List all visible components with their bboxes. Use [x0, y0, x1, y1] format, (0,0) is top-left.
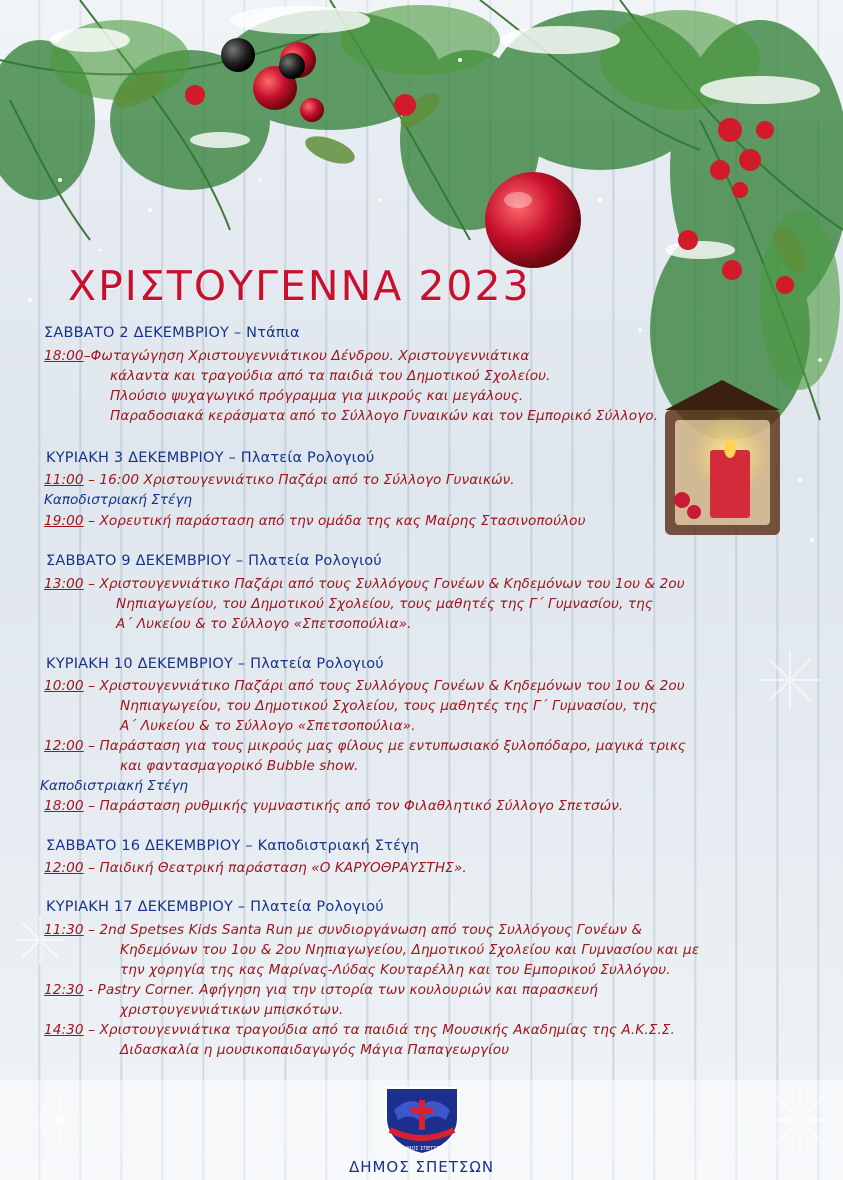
event-line: κάλαντα και τραγούδια από τα παιδιά του Δημοτικού Σχολείου. [110, 368, 551, 384]
event-line: 13:00 – Χριστουγεννιάτικο Παζάρι από τους Συλλόγους Γονέων & Κηδεμόνων του 1ου & 2ου [44, 576, 685, 592]
event-line: 12:30 - Pastry Corner. Αφήγηση για την ιστορία των κουλουριών και παρασκευή [44, 982, 598, 998]
day-heading: ΚΥΡΙΑΚΗ 10 ΔΕΚΕΜΒΡΙΟΥ – Πλατεία Ρολογιού [46, 656, 384, 672]
event-line: Κηδεμόνων του 1ου & 2ου Νηπιαγωγείου, Δημοτικού Σχολείου και Γυμνασίου και με [120, 942, 700, 958]
event-line: 11:00 – 16:00 Χριστουγεννιάτικο Παζάρι από το Σύλλογο Γυναικών. [44, 472, 515, 488]
event-time: 13:00 [44, 576, 84, 592]
day-heading: ΚΥΡΙΑΚΗ 17 ΔΕΚΕΜΒΡΙΟΥ – Πλατεία Ρολογιού [46, 899, 384, 915]
event-time: 18:00 [44, 798, 84, 814]
event-time: 12:30 [44, 982, 84, 998]
event-line: Πλούσιο ψυχαγωγικό πρόγραμμα για μικρούς και μεγάλους. [110, 388, 524, 404]
event-line: Παραδοσιακά κεράσματα από το Σύλλογο Γυναικών και τον Εμπορικό Σύλλογο. [110, 408, 659, 424]
event-time: 10:00 [44, 678, 84, 694]
event-time: 12:00 [44, 860, 84, 876]
event-time: 11:30 [44, 922, 84, 938]
event-line: 18:00–Φωταγώγηση Χριστουγεννιάτικου Δένδρου. Χριστουγεννιάτικα [44, 348, 530, 364]
event-time: 19:00 [44, 513, 84, 529]
footer-municipality: ΔΗΜΟΣ ΣΠΕΤΣΩΝ [348, 1158, 495, 1176]
event-line: Α΄ Λυκείου & το Σύλλογο «Σπετσοπούλια». [120, 718, 416, 734]
lantern [665, 380, 780, 535]
event-time: 11:00 [44, 472, 84, 488]
venue-label: Καποδιστριακή Στέγη [44, 492, 193, 508]
event-line: 18:00 – Παράσταση ρυθμικής γυμναστικής από τον Φιλαθλητικό Σύλλογο Σπετσών. [44, 798, 624, 814]
event-line: 11:30 – 2nd Spetses Kids Santa Run με συνδιοργάνωση από τους Συλλόγους Γονέων & [44, 922, 643, 938]
event-line: 12:00 – Παιδική Θεατρική παράσταση «Ο ΚΑΡΥΟΘΡΑΥΣΤΗΣ». [44, 860, 467, 876]
event-line: Α΄ Λυκείου & το Σύλλογο «Σπετσοπούλια». [116, 616, 412, 632]
day-heading: ΣΑΒΒΑΤΟ 9 ΔΕΚΕΜΒΡΙΟΥ – Πλατεία Ρολογιού [46, 553, 382, 569]
event-line: 19:00 – Χορευτική παράσταση από την ομάδα της κας Μαίρης Στασινοπούλου [44, 513, 586, 529]
poster-title: ΧΡΙΣΤΟΥΓΕΝΝΑ 2023 [68, 262, 531, 310]
event-line: 10:00 – Χριστουγεννιάτικο Παζάρι από τους Συλλόγους Γονέων & Κηδεμόνων του 1ου & 2ου [44, 678, 685, 694]
event-line: και φαντασμαγορικό Bubble show. [120, 758, 359, 774]
event-line: την χορηγία της κας Μαρίνας-Λύδας Κουταρέλλη και του Εμπορικού Συλλόγου. [120, 962, 671, 978]
day-heading: ΚΥΡΙΑΚΗ 3 ΔΕΚΕΜΒΡΙΟΥ – Πλατεία Ρολογιού [46, 450, 375, 466]
venue-label: Καποδιστριακή Στέγη [40, 778, 189, 794]
svg-text:ΔΗΜΟΣ ΣΠΕΤΣΩΝ: ΔΗΜΟΣ ΣΠΕΤΣΩΝ [399, 1146, 445, 1152]
event-line: Διδασκαλία η μουσικοπαιδαγωγός Μάγια Παπαγεωργίου [120, 1042, 510, 1058]
event-line: 12:00 – Παράσταση για τους μικρούς μας φίλους με εντυπωσιακό ξυλοπόδαρο, μαγικά τρικς [44, 738, 687, 754]
event-time: 12:00 [44, 738, 84, 754]
day-heading: ΣΑΒΒΑΤΟ 16 ΔΕΚΕΜΒΡΙΟΥ – Καποδιστριακή Στέγη [46, 838, 420, 854]
event-time: 14:30 [44, 1022, 84, 1038]
event-line: Νηπιαγωγείου, του Δημοτικού Σχολείου, τους μαθητές της Γ΄ Γυμνασίου, της [120, 698, 657, 714]
event-line: Νηπιαγωγείου, του Δημοτικού Σχολείου, τους μαθητές της Γ΄ Γυμνασίου, της [116, 596, 653, 612]
event-line: 14:30 – Χριστουγεννιάτικα τραγούδια από τα παιδιά της Μουσικής Ακαδημίας της Α.Κ.Σ.Σ. [44, 1022, 675, 1038]
day-heading: ΣΑΒΒΑΤΟ 2 ΔΕΚΕΜΒΡΙΟΥ – Ντάπια [44, 325, 300, 341]
event-line: χριστουγεννιάτικων μπισκότων. [120, 1002, 344, 1018]
municipality-crest-icon [380, 1080, 464, 1156]
event-time: 18:00 [44, 348, 84, 364]
